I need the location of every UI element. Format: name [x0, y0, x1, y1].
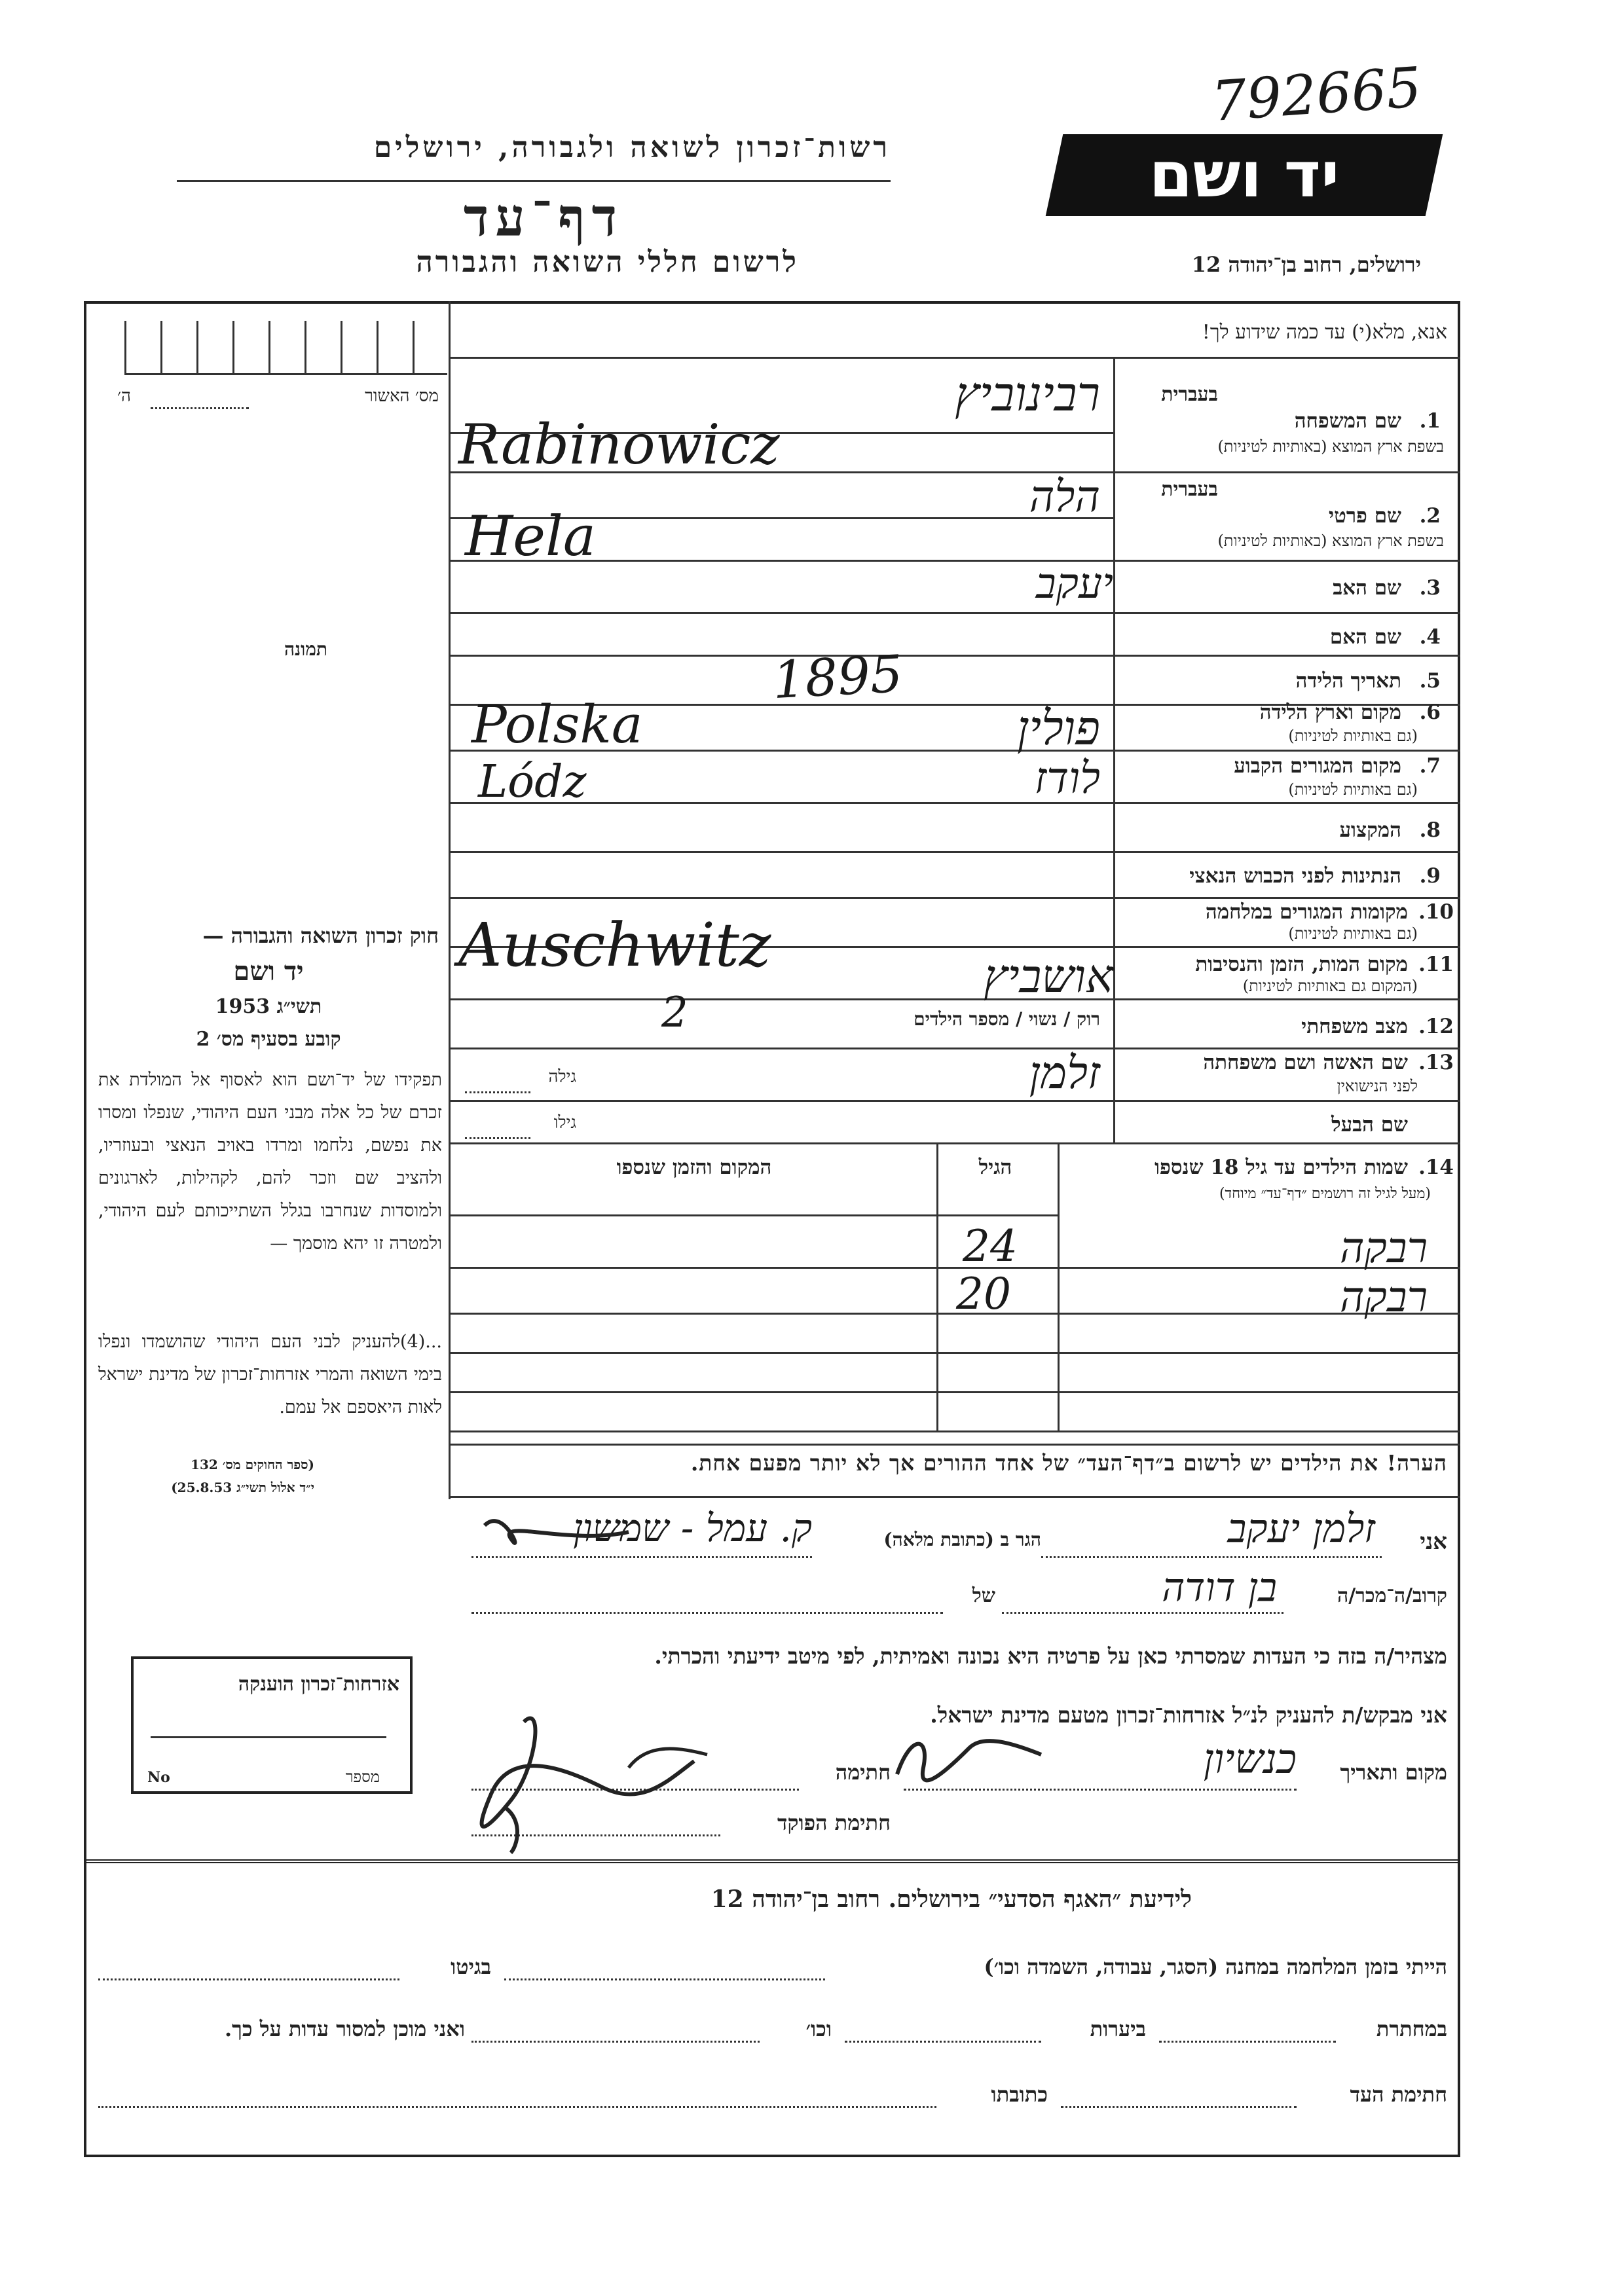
declaration-resides: הגר ב (כתובת מלאה): [883, 1529, 1041, 1550]
logo-text: יד ושם: [1149, 138, 1340, 211]
declaration-address: ק. עמל - שמשון: [573, 1506, 812, 1550]
relation-of-line: [471, 1611, 943, 1614]
field-1-num: 1.: [1419, 409, 1441, 433]
field-13-hebrew-value: זלמן: [1029, 1048, 1100, 1099]
footer-etc: וכו׳: [805, 2016, 832, 2041]
footer-title: לידיעת ״האגף הסדעי״ בירושלים. רחוב בן־יהודה 12: [710, 1886, 1192, 1913]
footer-camp-line: [504, 1977, 825, 1980]
law-title: חוק זכרון השואה והגבורה —: [202, 923, 439, 948]
footer-forests: ביערות: [1090, 2016, 1146, 2041]
relation-line: [1002, 1611, 1283, 1614]
footer-line1: הייתי בזמן המלחמה במחנה (הסגר, עבודה, השמדה וכו׳): [984, 1954, 1447, 1979]
approval-line: [151, 406, 249, 409]
row-rule: [451, 897, 1460, 899]
intro-text: אנא, מלא(י) עד כמה שידוע לך!: [1202, 321, 1447, 344]
field-7-label: מקום המגורים הקבוע: [1234, 754, 1401, 778]
field-12-children-count: 2: [661, 989, 688, 1037]
citizenship-line: [151, 1735, 386, 1738]
remark-bottom-rule: [451, 1496, 1460, 1498]
field-13-maiden-line: [465, 1090, 530, 1093]
field-2-label: שם פרטי: [1328, 504, 1401, 528]
field-1-label: שם המשפחה: [1294, 409, 1401, 433]
officer-signature-label: חתימת הפוקד: [777, 1810, 891, 1835]
child-2-name: רבקה: [1339, 1273, 1428, 1322]
field-2-num: 2.: [1419, 504, 1441, 528]
field-6-label: מקום וארץ הלידה: [1259, 701, 1401, 724]
footer-ghetto-line: [98, 1977, 399, 1980]
law-body: תפקידו של יד־ושם הוא לאסוף אל המולדת את זכרם של כל אלה מבני העם היהודי, שנפלו ומסרו את נפשם, נלחמו ומרדו באויב הנאצי ובעוזריו, ולהציב שם וזכר להם, לקהילות, לארגונים ולמוסדות שנחרבו בגלל השתייכותם לעם היהודי, ולמטרה זו יהא מוסמך —: [98, 1070, 442, 1254]
law-reference-date: י״ד אלול תשי״ג 25.8.53): [171, 1480, 314, 1495]
address-scribble: [471, 1506, 642, 1565]
field-5-num: 5.: [1419, 669, 1441, 693]
field-1-hebrew-value: רבינוביץ: [955, 367, 1100, 422]
field-11-hebrew-value: אושביץ: [983, 949, 1113, 1003]
field-13-num: 13.: [1418, 1051, 1454, 1074]
field-1-sub: בשפת ארץ המוצא (באותיות לטיניות): [1217, 437, 1444, 456]
field-10-sub: (גם באותיות לטיניות): [1288, 924, 1418, 943]
document-number: 792665: [1209, 54, 1424, 134]
row-rule: [451, 612, 1460, 614]
intro-rule: [451, 357, 1460, 359]
law-org: יד ושם: [233, 956, 304, 987]
field-7-hebrew-value: לודז: [1034, 753, 1100, 803]
yad-vashem-logo: [1046, 134, 1443, 216]
declaration-ani: אני: [1420, 1529, 1447, 1555]
relation-value: בן דודה: [1162, 1565, 1277, 1611]
field-7-num: 7.: [1419, 754, 1441, 778]
children-age-divider-left: [936, 1142, 938, 1430]
footer-address: כתובתו: [991, 2082, 1048, 2107]
signature-label: חתימה: [835, 1760, 891, 1785]
husband-maiden-label: גילו: [553, 1113, 576, 1133]
field-13-maiden-label: גילה: [548, 1067, 576, 1087]
field-12-options: רוק / נשוי / מספר הילדים: [913, 1008, 1100, 1030]
footer-ghetto: בגיטו: [451, 1954, 491, 1979]
approval-box: [124, 321, 447, 375]
declaration-request: אני מבקש/ת להעניק לנ״ל אזרחות־זכרון מטעם מדינת ישראל.: [930, 1702, 1447, 1728]
field-3-value: יעקב: [1035, 560, 1113, 608]
husband-line: [465, 1136, 530, 1139]
header-rule: [177, 180, 891, 182]
field-2-tag: בעברית: [1161, 478, 1218, 501]
place-date-label: מקום ותאריך: [1340, 1760, 1447, 1785]
field-3-num: 3.: [1419, 576, 1441, 600]
row-rule: [451, 1100, 1460, 1102]
declarant-signature-scribble: [884, 1722, 1054, 1794]
children-row-rule: [451, 1430, 1460, 1432]
field-3-label: שם האב: [1333, 576, 1401, 600]
field-13-sub: לפני הנישואין: [1337, 1077, 1418, 1095]
field-11-sub: (המקום גם באותיות לטיניות): [1242, 977, 1418, 995]
approval-label: מס׳ האשור: [365, 386, 439, 406]
authority-name: רשות־זכרון לשואה ולגבורה, ירושלים: [373, 131, 891, 164]
footer-witness-line: [1061, 2105, 1297, 2108]
field-11-label: מקום המות, הזמן והנסיבות: [1195, 953, 1408, 976]
field-13-label: שם האשה ושם משפחתה: [1203, 1051, 1408, 1074]
field-2-sub: בשפת ארץ המוצא (באותיות לטיניות): [1217, 532, 1444, 550]
children-row-rule: [451, 1352, 1460, 1354]
law-year: תשי״ג 1953: [215, 995, 322, 1018]
children-table-num: 14.: [1418, 1156, 1454, 1179]
citizenship-number-label: מספר: [345, 1768, 380, 1786]
field-8-num: 8.: [1419, 818, 1441, 842]
field-10-num: 10.: [1418, 900, 1454, 924]
law-body-2: ...(4)להעניק לבני העם היהודי שהושמדו ונפלו בימי השואה והמרי אזרחות־זכרון של מדינת ישראל לאות היאספם אל עמם.: [98, 1332, 442, 1417]
children-header-rule: [451, 1214, 1058, 1216]
row-rule: [451, 851, 1460, 853]
field-2-latin-value: Hela: [465, 504, 596, 568]
left-panel-divider: [449, 301, 451, 1499]
footer-witness-signature: חתימת העד: [1350, 2082, 1447, 2107]
citizenship-label: אזרחות־זכרון הוענקה: [238, 1673, 399, 1696]
citizenship-no-label: No: [147, 1769, 170, 1786]
row-rule: [451, 655, 1460, 657]
children-age-divider-right: [1058, 1142, 1060, 1430]
field-7-latin-value: Lódz: [478, 756, 587, 808]
child-1-name: רבקה: [1339, 1224, 1428, 1273]
child-1-age: 24: [963, 1221, 1018, 1271]
header-address: ירושלים, רחוב בן־יהודה 12: [1191, 252, 1421, 277]
footer-ready: ואני מוכן למסור עדות על כך.: [224, 2016, 465, 2041]
approval-suffix: ה׳: [117, 386, 131, 406]
field-8-label: המקצוע: [1339, 818, 1401, 842]
law-clause: קובע בסעיף מס׳ 2: [196, 1028, 341, 1051]
field-1-tag: בעברית: [1161, 383, 1218, 406]
field-7-sub: (גם באותיות לטיניות): [1288, 780, 1418, 799]
footer-forests-line: [845, 2039, 1041, 2043]
footer-underground: במחתרת: [1376, 2016, 1447, 2041]
footer-underground-line: [1159, 2039, 1336, 2043]
relation-label: קרוב/ה־מכר/ה: [1337, 1584, 1447, 1607]
children-age-header: הגיל: [978, 1156, 1012, 1179]
footer-address-line: [98, 2105, 936, 2108]
child-2-age: 20: [956, 1269, 1011, 1319]
field-5-value: 1895: [771, 644, 904, 711]
field-2-hebrew-value: הלה: [1029, 471, 1100, 522]
form-title: דף־עד: [463, 187, 624, 248]
signature-scribble: [432, 1689, 733, 1859]
husband-label: שם הבעל: [1331, 1113, 1408, 1137]
law-reference: (ספר החוקים מס׳ 132: [191, 1457, 314, 1472]
declaration-statement: מצהיר/ה בזה כי העדות שמסרתי כאן על פרטיה היא נכונה ואמיתית, לפי מיטב ידיעתי והכרתי.: [654, 1643, 1447, 1669]
form-subtitle: לרשום חללי השואה והגבורה: [416, 246, 799, 279]
footer-separator: [84, 1859, 1460, 1863]
field-4-label: שם האם: [1329, 625, 1401, 649]
field-11-num: 11.: [1418, 953, 1454, 976]
field-9-num: 9.: [1419, 864, 1441, 888]
field-6-sub: (גם באותיות לטיניות): [1288, 727, 1418, 745]
field-6-num: 6.: [1419, 701, 1441, 724]
field-4-num: 4.: [1419, 625, 1441, 649]
field-6-latin-value: Polska: [471, 694, 643, 755]
field-6-hebrew-value: פולין: [1016, 701, 1100, 756]
declaration-name-line: [1041, 1555, 1382, 1558]
children-table-note: (מעל לגיל זה רושמים ״דף־עד״ מיוחד): [1219, 1186, 1431, 1202]
field-1-latin-value: Rabinowicz: [458, 412, 780, 477]
field-9-label: הנתינות לפני הכבוש הנאצי: [1189, 864, 1401, 888]
field-5-label: תאריך הלידה: [1295, 669, 1401, 693]
children-table-title: שמות הילדים עד גיל 18 שנספו: [1154, 1156, 1408, 1179]
relation-of: של: [972, 1584, 995, 1607]
remark-rule: [451, 1444, 1460, 1446]
field-10-label: מקומות המגורים במלחמה: [1205, 900, 1408, 924]
children-place-header: המקום והזמן שנספו: [616, 1156, 772, 1179]
field-12-label: מצב משפחתי: [1301, 1015, 1408, 1038]
declaration-name: זלמן יעקב: [1227, 1506, 1375, 1552]
place-date-value: כנשיון: [1203, 1735, 1297, 1783]
field-12-num: 12.: [1418, 1015, 1454, 1038]
children-row-rule: [451, 1391, 1460, 1393]
remark-text: הערה! את הילדים יש לרשום ב״דף־העד״ של אחד ההורים אך לא יותר מפעם אחת.: [690, 1450, 1447, 1476]
footer-etc-line: [471, 2039, 760, 2043]
row-rule: [451, 1142, 1460, 1144]
photo-label: תמונה: [284, 638, 327, 660]
field-11-latin-value: Auschwitz: [458, 910, 771, 980]
